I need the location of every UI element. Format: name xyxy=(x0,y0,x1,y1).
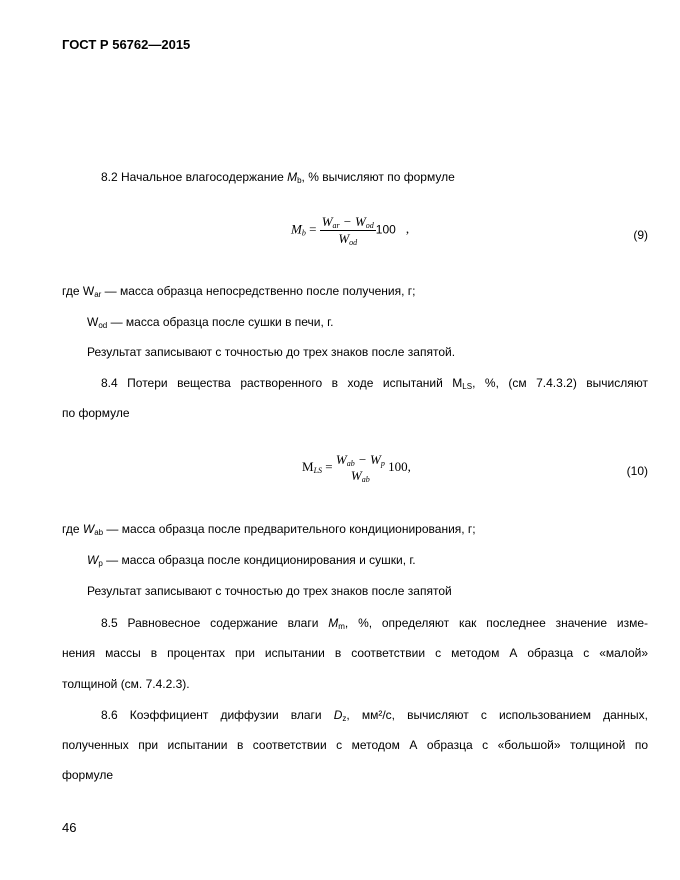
page-number: 46 xyxy=(62,820,77,835)
paragraph-8-2 xyxy=(101,170,455,188)
document-header: ГОСТ Р 56762—2015 xyxy=(62,37,191,52)
t: , мм²/с, вычисляют с использованием данных, xyxy=(346,708,648,722)
subscript: ab xyxy=(361,475,370,484)
t: — масса образца после кондиционирования и сушки, г. xyxy=(102,553,416,567)
paragraph-8-6-line1 xyxy=(62,708,648,726)
where-wab xyxy=(62,522,476,540)
formula-lhs: M xyxy=(291,221,302,237)
t: W xyxy=(321,214,333,229)
subscript: m xyxy=(338,622,345,631)
t: — масса образца непосредственно после получения, г; xyxy=(101,284,416,298)
equation-number-10: (10) xyxy=(626,464,648,478)
formula-9: $M_b$ = $\frac{W_{ar} - W_{od}}{W_{od}}$ 100 , xyxy=(291,214,410,247)
t: 8.5 Равновесное содержание влаги xyxy=(101,616,329,630)
text: 8.2 Начальное влагосодержание xyxy=(101,170,288,184)
result-note-1: Результат записывают с точностью до трех знаков после запятой. xyxy=(87,345,456,359)
subscript: z xyxy=(342,714,347,723)
paragraph-8-5-line1 xyxy=(62,616,648,634)
t: — масса образца после предварительного кондиционирования, г; xyxy=(103,522,476,536)
t: , %, определяют как последнее значение изме- xyxy=(344,616,648,630)
t: − xyxy=(339,214,355,229)
subscript: b xyxy=(301,228,306,238)
subscript: p xyxy=(380,459,385,468)
subscript: od xyxy=(365,221,374,230)
paragraph-8-5-line2: нения массы в процентах при испытании в соответствии с методом А образца с «малой» xyxy=(62,646,648,660)
subscript: p xyxy=(98,559,103,568)
subscript: ar xyxy=(332,221,340,230)
result-note-2: Результат записывают с точностью до трех знаков после запятой xyxy=(87,584,452,598)
t: — масса образца после сушки в печи, г. xyxy=(107,315,334,329)
factor: 100 xyxy=(388,458,408,474)
t: W xyxy=(335,452,347,467)
subscript: od xyxy=(98,321,108,330)
t: W xyxy=(338,231,350,246)
t: 8.6 Коэффициент диффузии влаги xyxy=(101,708,334,722)
t: W xyxy=(350,468,362,483)
t: , xyxy=(407,458,411,474)
formula-10: $M_{LS}$ = $W_{ab} - W_p$ $W_{ab}$ 100, xyxy=(302,452,411,484)
paragraph-8-6-line2: полученных при испытании в соответствии с методом А образца с «большой» толщиной по xyxy=(62,738,648,752)
paragraph-8-5-line3: толщиной (см. 7.4.2.3). xyxy=(62,677,190,691)
subscript: ab xyxy=(346,459,355,468)
where-wp xyxy=(87,553,416,571)
t: 8.4 Потери вещества растворенного в ходе испытаний M xyxy=(101,376,463,390)
t: − xyxy=(354,452,370,467)
symbol: W xyxy=(87,553,99,567)
t: W xyxy=(369,452,381,467)
subscript: LS xyxy=(462,382,473,391)
factor: 100 xyxy=(375,222,396,237)
paragraph-8-4-line1 xyxy=(62,376,648,394)
text: , % вычисляют по формуле xyxy=(301,170,455,184)
subscript: od xyxy=(349,238,358,247)
subscript: ar xyxy=(94,290,102,299)
equation-number-9: (9) xyxy=(633,228,648,242)
t: W xyxy=(354,214,366,229)
symbol: M xyxy=(328,616,339,630)
t: , xyxy=(405,221,410,237)
subscript: LS xyxy=(313,465,323,475)
where-wod xyxy=(87,315,333,333)
t: , %, (см 7.4.3.2) вычисляют xyxy=(472,376,648,390)
t: где xyxy=(62,522,83,536)
subscript: b xyxy=(297,176,302,185)
paragraph-8-6-line3: формуле xyxy=(62,768,114,782)
symbol: M xyxy=(287,170,298,184)
t: W xyxy=(87,315,99,329)
symbol: W xyxy=(82,522,95,536)
paragraph-8-4-line2: по формуле xyxy=(62,406,130,420)
where-war xyxy=(62,284,416,302)
t: где W xyxy=(62,284,95,298)
subscript: ab xyxy=(94,528,104,537)
symbol: D xyxy=(333,708,343,722)
formula-lhs: M xyxy=(302,458,314,474)
